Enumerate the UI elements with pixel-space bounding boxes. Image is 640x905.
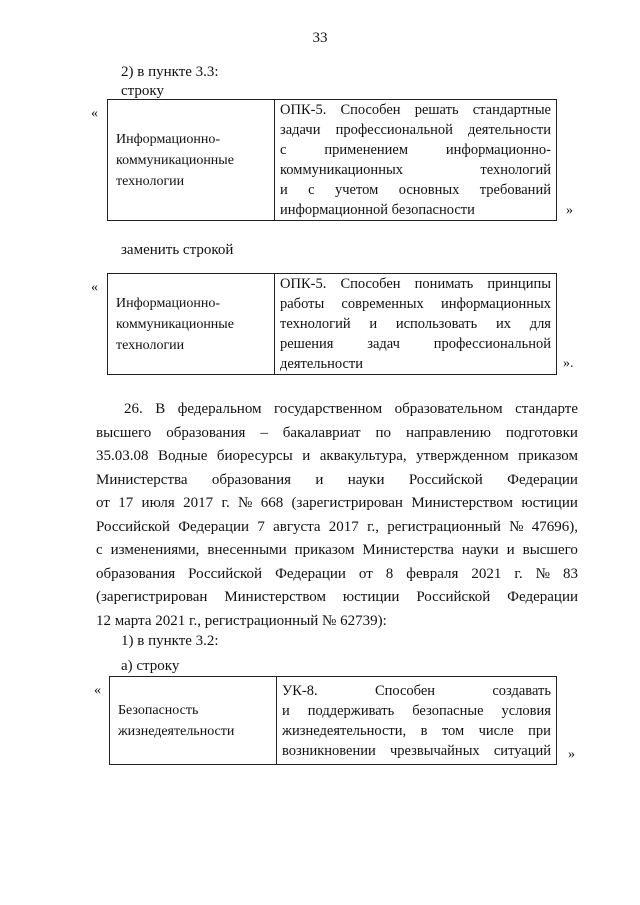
- paragraph-line: [96, 516, 578, 540]
- word: информационно-: [445, 142, 551, 158]
- word: высшего: [522, 542, 578, 558]
- word: юстиции: [342, 589, 400, 605]
- word: аквакультура,: [319, 448, 407, 464]
- table1-right-line: [280, 140, 551, 160]
- word: г.,: [367, 518, 380, 535]
- word: Федерации: [507, 589, 578, 605]
- word: июля: [141, 495, 175, 511]
- table3-left-line: жизнедеятельности: [118, 723, 235, 739]
- table2-left-line: коммуникационные: [116, 316, 234, 332]
- word: направлению: [405, 424, 491, 441]
- paragraph-26: [96, 398, 578, 633]
- word: ОПК-5.: [280, 102, 327, 118]
- word: условия: [501, 702, 551, 719]
- word: науки: [461, 542, 499, 558]
- word: и: [506, 542, 515, 558]
- word: Российской: [408, 471, 483, 488]
- amendment-table-replacement: [107, 273, 557, 375]
- word: информационных: [440, 296, 551, 312]
- word: образования: [211, 471, 292, 488]
- paragraph-line: [96, 586, 578, 610]
- paragraph-line: [96, 492, 578, 516]
- open-quote-3: «: [94, 683, 101, 698]
- word: создавать: [492, 682, 551, 699]
- word: профессиональной: [433, 336, 551, 352]
- word: учетом: [335, 182, 379, 198]
- word: 47696),: [531, 518, 578, 535]
- table1-left-cell: [108, 100, 275, 221]
- word: Федерации: [178, 518, 250, 535]
- word: требований: [479, 182, 551, 198]
- word: августа: [273, 518, 321, 535]
- word: и: [315, 471, 324, 488]
- word: Министерства: [96, 471, 188, 488]
- word: (зарегистрирован: [291, 495, 403, 511]
- word: Министерством: [224, 589, 327, 605]
- word: Российской: [96, 518, 170, 535]
- word: (зарегистрирован: [96, 589, 208, 605]
- word: подготовки: [505, 424, 578, 441]
- word: федеральном: [177, 401, 262, 417]
- table2-right-line: [280, 314, 551, 334]
- word: образования: [96, 565, 176, 582]
- replace-instruction: заменить строкой: [121, 242, 234, 258]
- amendment-table-original: [107, 99, 557, 221]
- table1-right-line: [280, 160, 551, 180]
- word: с: [308, 182, 315, 198]
- word: В: [155, 401, 166, 417]
- word: Способен: [374, 682, 436, 699]
- table3-left-cell: [110, 677, 277, 765]
- word: от: [96, 495, 110, 511]
- item-2-heading: 2) в пункте 3.3:: [121, 64, 219, 80]
- word: технологий: [280, 316, 351, 332]
- word: ОПК-5.: [280, 276, 327, 292]
- word: изменениями,: [110, 542, 200, 558]
- word: 2017: [183, 495, 214, 511]
- word: задачи: [280, 122, 321, 138]
- table1-left-line: Информационно-: [116, 131, 221, 147]
- word: утвержденном: [416, 448, 509, 464]
- table1-right-cell: [275, 100, 557, 221]
- paragraph-line: [96, 422, 578, 446]
- table2-left-line: технологии: [116, 337, 185, 353]
- word: решать: [414, 102, 459, 118]
- table2-left-line: Информационно-: [116, 295, 221, 311]
- word: 83: [562, 565, 578, 582]
- close-quote-3: »: [568, 747, 575, 762]
- table1-right-line: [280, 100, 551, 120]
- word: с: [96, 542, 103, 558]
- table3-right-line: [282, 681, 551, 701]
- word: 26.: [124, 401, 143, 417]
- paragraph-line: [96, 539, 578, 563]
- word: технологий: [480, 162, 551, 178]
- word: Водные: [157, 448, 208, 464]
- paragraph-line: [96, 563, 578, 587]
- table2-right-line: [280, 274, 551, 294]
- word: поддерживать: [307, 702, 395, 719]
- word: применением: [324, 142, 409, 158]
- table2-right-line: [280, 334, 551, 354]
- word: Министерства: [362, 542, 454, 558]
- word: с: [280, 142, 287, 158]
- word: от: [358, 565, 373, 582]
- word: УК-8.: [282, 682, 318, 699]
- table1-right-line: [280, 120, 551, 140]
- word: стандартные: [472, 102, 551, 118]
- word: безопасные: [412, 702, 484, 719]
- word: регистрационный: [387, 518, 501, 535]
- word: юстиции: [521, 495, 578, 511]
- word: бакалавриат: [282, 424, 361, 441]
- table1-left-line: технологии: [116, 173, 185, 189]
- word: Министерством: [411, 495, 514, 511]
- word: Способен: [340, 102, 401, 118]
- word: 17: [118, 495, 134, 511]
- word: 35.03.08: [96, 448, 149, 464]
- table3-right-line: [282, 721, 551, 741]
- word: возникновении: [282, 742, 376, 759]
- word: числе: [478, 722, 514, 739]
- table2-right-line: деятельности: [280, 356, 364, 372]
- table3-left-line: Безопасность: [118, 702, 199, 718]
- word: понимать: [414, 276, 474, 292]
- word: решения: [280, 336, 334, 352]
- word: задач: [367, 336, 400, 352]
- word: науки: [347, 471, 385, 488]
- item-1-heading: 1) в пункте 3.2:: [121, 633, 219, 649]
- table3-right-line: [282, 741, 551, 761]
- word: по: [375, 424, 391, 441]
- word: февраля: [406, 565, 459, 582]
- word: №: [238, 495, 253, 511]
- open-quote-2: «: [91, 280, 98, 295]
- word: современных: [341, 296, 424, 312]
- word: 668: [260, 495, 284, 511]
- word: чрезвычайных: [389, 742, 480, 759]
- word: жизнедеятельности,: [282, 722, 407, 739]
- word: №: [509, 518, 524, 535]
- item-a-heading: а) строку: [121, 658, 180, 674]
- word: и: [302, 448, 311, 464]
- word: Российской: [416, 589, 491, 605]
- table2-right-cell: [275, 274, 557, 375]
- word: и: [369, 316, 378, 332]
- table2-right-line: [280, 294, 551, 314]
- word: г.: [221, 495, 230, 511]
- word: принципы: [487, 276, 551, 292]
- word: №: [535, 565, 550, 582]
- word: использовать: [395, 316, 478, 332]
- word: Российской: [188, 565, 263, 582]
- word: приказом: [294, 542, 355, 558]
- word: коммуникационных: [280, 162, 403, 178]
- table2-left-cell: [108, 274, 275, 375]
- word: и: [282, 702, 290, 719]
- word: 8: [385, 565, 394, 582]
- word: Федерации: [275, 565, 346, 582]
- close-quote-1: »: [566, 203, 573, 218]
- paragraph-line: [96, 445, 578, 469]
- paragraph-line: [96, 469, 578, 493]
- word: их: [495, 316, 511, 332]
- word: 2021: [471, 565, 502, 582]
- word: работы: [280, 296, 325, 312]
- open-quote-1: «: [91, 106, 98, 121]
- table3-right-line: [282, 701, 551, 721]
- table3-right-cell: [277, 677, 557, 765]
- table1-right-line: [280, 180, 551, 200]
- word: Федерации: [507, 471, 578, 488]
- word: –: [260, 424, 268, 441]
- word: Способен: [340, 276, 401, 292]
- line-stroku: строку: [121, 83, 164, 99]
- word: ситуаций: [493, 742, 551, 759]
- table1-right-line: информационной безопасности: [280, 202, 475, 218]
- word: внесенными: [207, 542, 287, 558]
- word: в: [420, 722, 428, 739]
- close-quote-period-2: ».: [563, 356, 574, 371]
- word: для: [529, 316, 551, 332]
- word: при: [528, 722, 551, 739]
- word: стандарте: [515, 401, 578, 417]
- word: том: [441, 722, 465, 739]
- paragraph-line: 12 марта 2021 г., регистрационный № 62739):: [96, 612, 387, 629]
- amendment-table-uk8: [109, 676, 557, 765]
- word: высшего: [96, 424, 152, 441]
- word: и: [280, 182, 288, 198]
- word: приказом: [518, 448, 578, 464]
- word: биоресурсы: [216, 448, 293, 464]
- paragraph-line: [96, 398, 578, 422]
- word: 7: [257, 518, 265, 535]
- word: профессиональной: [335, 122, 453, 138]
- word: образовательном: [394, 401, 503, 417]
- word: образования: [166, 424, 246, 441]
- table1-left-line: коммуникационные: [116, 152, 234, 168]
- page-number: 33: [312, 30, 328, 46]
- word: 2017: [328, 518, 359, 535]
- word: г.: [514, 565, 523, 582]
- word: деятельности: [467, 122, 551, 138]
- word: государственном: [274, 401, 383, 417]
- word: основных: [398, 182, 460, 198]
